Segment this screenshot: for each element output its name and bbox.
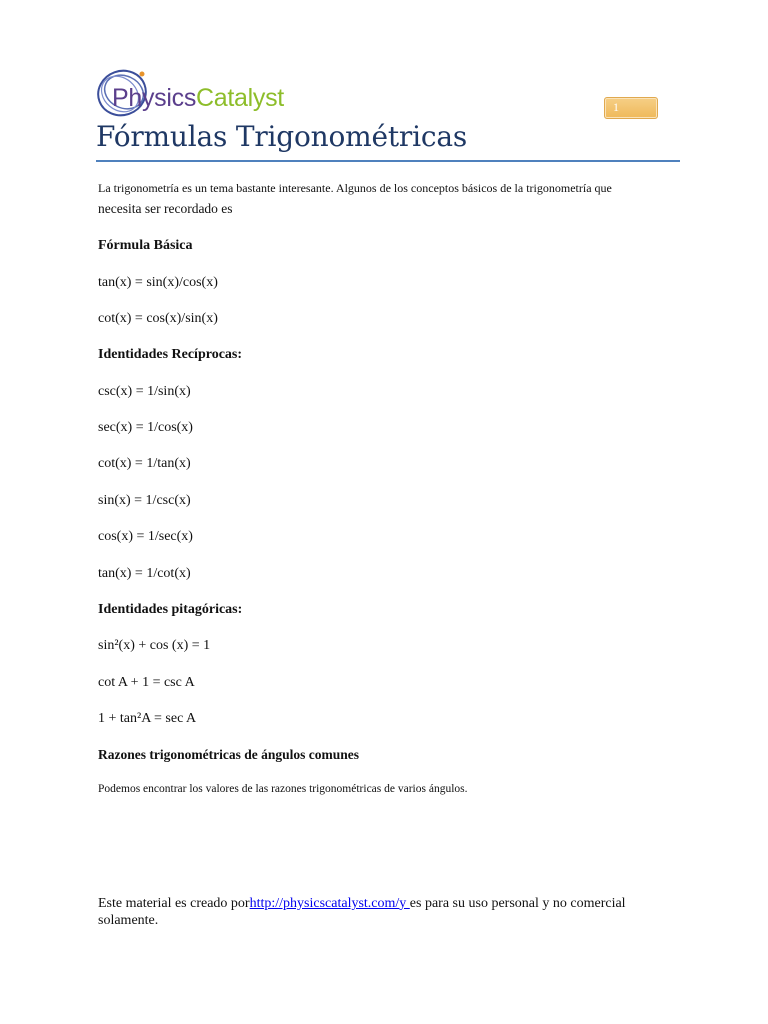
page-title: Fórmulas Trigonométricas [96,120,467,153]
page-number-badge [604,97,658,119]
title-divider [96,160,680,162]
formula-basic-2: cot(x) = cos(x)/sin(x) [98,311,218,326]
logo-catalyst-text: Catalyst [196,84,284,112]
formula-reciprocal-1: csc(x) = 1/sin(x) [98,384,191,399]
formula-pythagorean-1: sin²(x) + cos (x) = 1 [98,638,211,653]
heading-pythagorean-identities: Identidades pitagóricas: [98,602,243,617]
page-number: 1 [613,100,619,114]
formula-pythagorean-3: 1 + tan²A = sec A [98,711,197,726]
footer-suffix: es para su uso personal y no comercial solamente. [98,896,626,928]
common-angles-text: Podemos encontrar los valores de las razones trigonométricas de varios ángulos. [98,783,468,795]
footer-link-suffix[interactable]: y [399,896,410,911]
formula-reciprocal-3: cot(x) = 1/tan(x) [98,456,191,471]
formula-reciprocal-5: cos(x) = 1/sec(x) [98,529,193,544]
physicscatalyst-link[interactable]: http://physicscatalyst.com/ [249,896,400,911]
intro-line-1: La trigonometría es un tema bastante interesante. Algunos de los conceptos básicos de la trigonometría que [98,181,612,195]
logo-wordmark [112,84,284,113]
heading-reciprocal-identities: Identidades Recíprocas: [98,347,243,362]
logo-physics-text: Physics [112,84,197,112]
footer-prefix: Este material es creado por [98,896,250,911]
footer-note [98,895,638,929]
formula-pythagorean-2: cot A + 1 = csc A [98,675,195,690]
formula-reciprocal-4: sin(x) = 1/csc(x) [98,493,191,508]
formula-reciprocal-6: tan(x) = 1/cot(x) [98,566,191,581]
intro-line-2: necesita ser recordado es [98,201,233,216]
formula-reciprocal-2: sec(x) = 1/cos(x) [98,420,193,435]
heading-basic-formula: Fórmula Básica [98,238,193,253]
formula-basic-1: tan(x) = sin(x)/cos(x) [98,275,218,290]
heading-common-angles: Razones trigonométricas de ángulos comunes [98,747,359,762]
physicscatalyst-logo[interactable] [96,66,284,122]
